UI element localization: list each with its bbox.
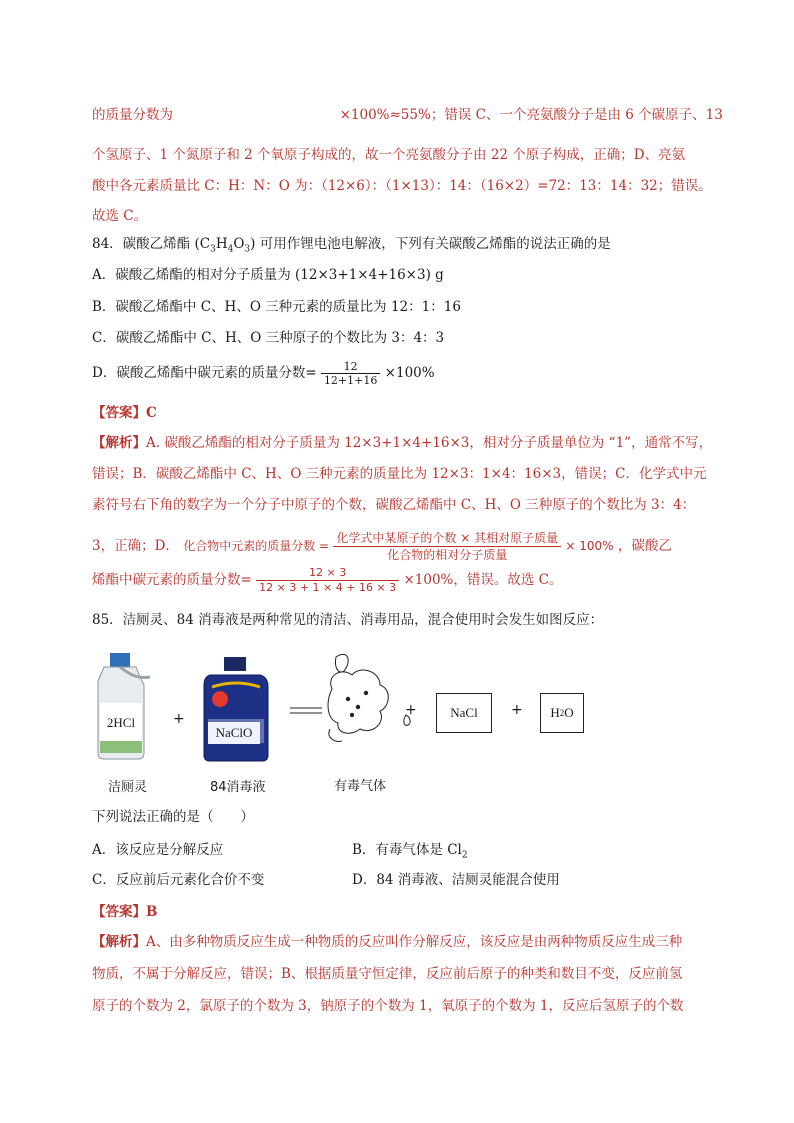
prev-explanation-line-2: 个氢原子、1 个氮原子和 2 个氧原子构成的，故一个亮氨酸分子由 22 个原子构成，正确；D、亮氨 xyxy=(92,147,686,163)
prev-explanation-line-1 xyxy=(92,106,723,124)
q84-explanation-line-5: 烯酯中碳元素的质量分数= $\frac{12 \times 3}{12 \times 3 + 1 \times 4 + 16 \times 3}$ ×100%，错误。故选 C。 xyxy=(92,566,563,594)
q84-carbon-fraction: $\frac{12 \times 3}{12 \times 3 + 1 \times 4 + 16 \times 3}$ xyxy=(256,566,399,595)
q85-answer: 【答案】B xyxy=(92,904,158,920)
q85-question: 下列说法正确的是（ ） xyxy=(92,809,254,825)
q85-option-c: C．反应前后元素化合价不变 xyxy=(92,872,265,888)
q84-option-c: C．碳酸乙烯酯中 C、H、O 三种原子的个数比为 3：4：3 xyxy=(92,330,445,346)
q84-explanation-line-4: 3，正确；D． 化合物中元素的质量分数 = $\frac{\text{化学式中某原子的个数 × 其相对原子质量}}{\text{化合物的相对分子质量}}$ × 100% ，碳酸乙 xyxy=(92,531,672,562)
q84-explanation-line-1: 【解析】A. 碳酸乙烯酯的相对分子质量为 12×3+1×4+16×3，相对分子质量单位为 “1”，通常不写， xyxy=(92,435,713,451)
plus-sign-1: + xyxy=(173,711,185,727)
bottle2-formula-label: NaClO xyxy=(208,722,260,744)
q85-stem: 85．洁厕灵、84 消毒液是两种常见的清洁、消毒用品，混合使用时会发生如图反应： xyxy=(92,612,604,628)
plus-sign-3: + xyxy=(511,702,523,718)
prev-exp-l1a: 的质量分数为 xyxy=(92,107,173,123)
product-water-box: H 2 O xyxy=(540,693,584,733)
prev-exp-l1b: ×100%≈55%；错误 C、一个亮氨酸分子是由 6 个碳原子、13 xyxy=(339,107,723,123)
q84-option-d: D．碳酸乙烯酯中碳元素的质量分数= $\frac{12}{12+1+16}$ ×100% xyxy=(92,360,435,387)
q84-option-d-fraction: $\frac{12}{12+1+16}$ xyxy=(321,360,380,387)
q85-option-d: D．84 消毒液、洁厕灵能混合使用 xyxy=(352,872,560,888)
q84-option-a: A．碳酸乙烯酯的相对分子质量为 (12×3+1×4+16×3) g xyxy=(92,267,444,283)
disinfectant-bottle-icon xyxy=(204,657,268,761)
q84-option-b: B．碳酸乙烯酯中 C、H、O 三种元素的质量比为 12：1：16 xyxy=(92,299,461,315)
prev-explanation-line-3: 酸中各元素质量比 C：H：N：O 为：（12×6）：（1×13）：14：（16×2）=72：13：14：32；错误。 xyxy=(92,178,712,194)
q85-explanation-line-1: 【解析】A、由多种物质反应生成一种物质的反应叫作分解反应，该反应是由两种物质反应生成三种 xyxy=(92,934,683,950)
toilet-cleaner-bottle-icon xyxy=(98,653,150,759)
q84-explanation-line-2: 错误；B．碳酸乙烯酯中 C、H、O 三种元素的质量比为 12×3：1×4：16×3，错误；C．化学式中元 xyxy=(92,466,707,482)
q85-option-a: A．该反应是分解反应 xyxy=(92,842,224,858)
q84-explanation-line-3: 素符号右下角的数字为一个分子中原子的个数，碳酸乙烯酯中 C、H、O 三种原子的个数比为 3：4： xyxy=(92,497,696,513)
product-nacl-box: NaCl xyxy=(436,693,492,733)
reaction-diagram xyxy=(90,645,610,765)
q85-explanation-line-2: 物质，不属于分解反应，错误；B、根据质量守恒定律，反应前后原子的种类和数目不变，反应前氢 xyxy=(92,966,683,982)
caption-toxic-gas: 有毒气体 xyxy=(334,779,387,794)
q85-explanation-line-3: 原子的个数为 2，氯原子的个数为 3，钠原子的个数为 1，氧原子的个数为 1，反应后氢原子的个数 xyxy=(92,998,684,1014)
prev-explanation-line-4: 故选 C。 xyxy=(92,208,148,224)
bottle1-formula-label: 2HCl xyxy=(100,712,142,734)
plus-sign-2: + xyxy=(405,702,417,718)
q84-stem: 84．碳酸乙烯酯 $(C_3H_4O_3)$ 可用作锂电池电解液，下列有关碳酸乙烯酯的说法正确的是 xyxy=(92,236,611,255)
toxic-gas-icon xyxy=(328,654,410,741)
q84-formula-fraction: $\frac{\text{化学式中某原子的个数 × 其相对原子质量}}{\text{化合物的相对分子质量}}$ xyxy=(333,530,561,563)
caption-toilet-cleaner: 洁厕灵 xyxy=(108,780,148,795)
q84-answer: 【答案】C xyxy=(92,405,157,421)
q85-option-b: B．有毒气体是 $Cl_2$ xyxy=(352,842,468,861)
caption-disinfectant: 84消毒液 xyxy=(210,780,266,795)
